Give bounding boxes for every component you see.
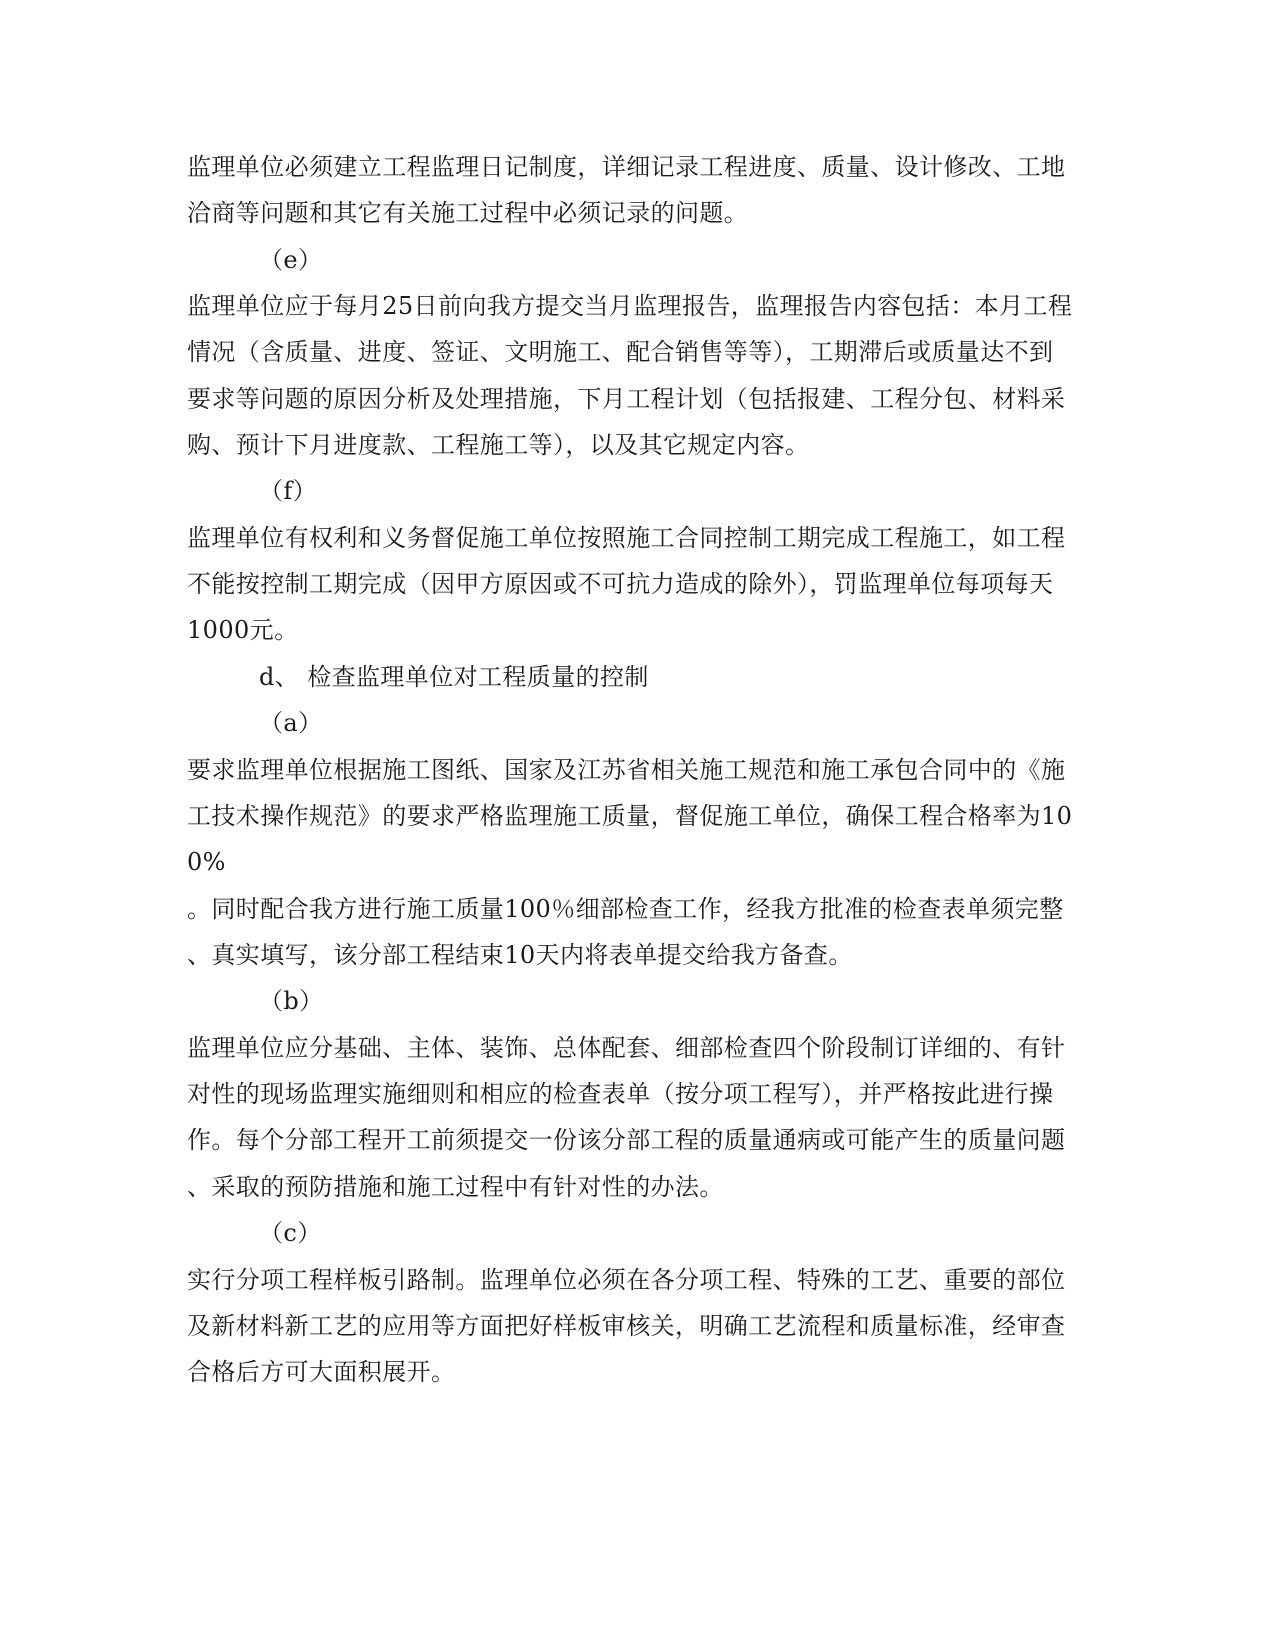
- item-label-a: （a）: [259, 709, 323, 737]
- paragraph-line: 实行分项工程样板引路制。监理单位必须在各分项工程、特殊的工艺、重要的部位: [187, 1266, 1066, 1294]
- paragraph-line: 不能按控制工期完成（因甲方原因或不可抗力造成的除外），罚监理单位每项每天: [187, 570, 1054, 598]
- paragraph-line: 监理单位必须建立工程监理日记制度，详细记录工程进度、质量、设计修改、工地: [187, 153, 1066, 181]
- paragraph-line: 、真实填写，该分部工程结束10天内将表单提交给我方备查。: [187, 941, 853, 969]
- section-heading-d: d、 检查监理单位对工程质量的控制: [259, 663, 649, 691]
- paragraph-line: 对性的现场监理实施细则和相应的检查表单（按分项工程写），并严格按此进行操: [187, 1080, 1054, 1108]
- paragraph-line: 洽商等问题和其它有关施工过程中必须记录的问题。: [187, 199, 749, 227]
- paragraph-line: 监理单位应分基础、主体、装饰、总体配套、细部检查四个阶段制订详细的、有针: [187, 1034, 1066, 1062]
- paragraph-line: 情况（含质量、进度、签证、文明施工、配合销售等等），工期滞后或质量达不到: [187, 338, 1054, 366]
- paragraph-line: 作。每个分部工程开工前须提交一份该分部工程的质量通病或可能产生的质量问题: [187, 1126, 1066, 1154]
- paragraph-line: 要求监理单位根据施工图纸、国家及江苏省相关施工规范和施工承包合同中的《施: [187, 756, 1066, 784]
- paragraph-line: 购、预计下月进度款、工程施工等），以及其它规定内容。: [187, 431, 810, 459]
- paragraph-line: 1000元。: [187, 616, 299, 644]
- paragraph-line: 工技术操作规范》的要求严格监理施工质量，督促施工单位，确保工程合格率为10: [187, 802, 1073, 830]
- item-label-f: （f）: [259, 477, 318, 505]
- item-label-c: （c）: [259, 1219, 322, 1247]
- paragraph-line: 监理单位应于每月25日前向我方提交当月监理报告，监理报告内容包括：本月工程: [187, 292, 1073, 320]
- paragraph-line: 监理单位有权利和义务督促施工单位按照施工合同控制工期完成工程施工，如工程: [187, 524, 1066, 552]
- paragraph-line: 0%: [187, 848, 226, 876]
- paragraph-line: 。同时配合我方进行施工质量100％细部检查工作，经我方批准的检查表单须完整: [187, 895, 1064, 923]
- paragraph-line: 、采取的预防措施和施工过程中有针对性的办法。: [187, 1173, 724, 1201]
- item-label-b: （b）: [259, 987, 324, 1015]
- paragraph-line: 及新材料新工艺的应用等方面把好样板审核关，明确工艺流程和质量标准，经审查: [187, 1312, 1066, 1340]
- paragraph-line: 要求等问题的原因分析及处理措施，下月工程计划（包括报建、工程分包、材料采: [187, 385, 1066, 413]
- paragraph-line: 合格后方可大面积展开。: [187, 1358, 456, 1386]
- item-label-e: （e）: [259, 246, 323, 274]
